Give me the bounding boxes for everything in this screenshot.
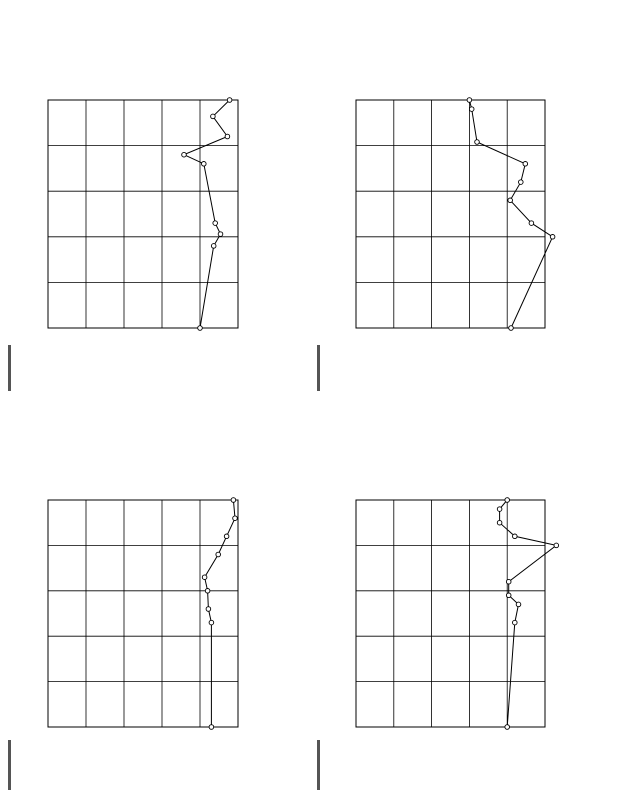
data-point-marker — [206, 607, 211, 612]
data-point-marker — [509, 326, 514, 331]
data-point-marker — [469, 107, 474, 112]
data-point-marker — [513, 534, 518, 539]
data-point-marker — [216, 552, 221, 557]
data-point-marker — [213, 221, 218, 226]
data-point-marker — [529, 221, 534, 226]
left-margin-bar-top — [8, 345, 11, 391]
data-point-marker — [198, 326, 203, 331]
data-point-marker — [225, 134, 230, 139]
data-point-marker — [519, 180, 524, 185]
data-point-marker — [550, 235, 555, 240]
data-point-marker — [233, 516, 238, 521]
data-point-marker — [211, 244, 216, 249]
data-point-marker — [505, 725, 510, 730]
left-margin-strip — [8, 345, 11, 790]
chart-panel-bottom-left — [48, 498, 238, 730]
data-point-marker — [516, 602, 521, 607]
data-point-marker — [202, 575, 207, 580]
center-margin-bar-top — [317, 345, 320, 391]
data-point-marker — [224, 534, 229, 539]
data-point-marker — [475, 140, 480, 145]
data-point-marker — [209, 620, 214, 625]
data-point-marker — [218, 232, 223, 237]
data-point-marker — [506, 579, 511, 584]
chart-panel-top-right — [356, 98, 555, 331]
center-margin-bar-bottom — [317, 740, 320, 790]
center-margin-strip — [317, 345, 320, 790]
data-point-marker — [202, 162, 207, 167]
data-point-marker — [506, 593, 511, 598]
chart-panel-top-left — [48, 98, 238, 331]
left-margin-bar-bottom — [8, 740, 11, 790]
data-point-marker — [523, 162, 528, 167]
plot-frame — [356, 100, 545, 328]
data-point-marker — [205, 589, 210, 594]
data-point-marker — [231, 498, 236, 503]
data-point-marker — [211, 114, 216, 119]
data-point-marker — [209, 725, 214, 730]
data-point-marker — [227, 98, 232, 103]
chart-panel-bottom-right — [356, 498, 559, 730]
data-point-marker — [182, 152, 187, 157]
data-point-marker — [497, 507, 502, 512]
data-point-marker — [513, 620, 518, 625]
data-point-marker — [467, 98, 472, 103]
data-point-marker — [497, 520, 502, 525]
data-point-marker — [554, 543, 559, 548]
data-point-marker — [508, 198, 513, 203]
plot-frame — [48, 100, 238, 328]
data-point-marker — [505, 498, 510, 503]
